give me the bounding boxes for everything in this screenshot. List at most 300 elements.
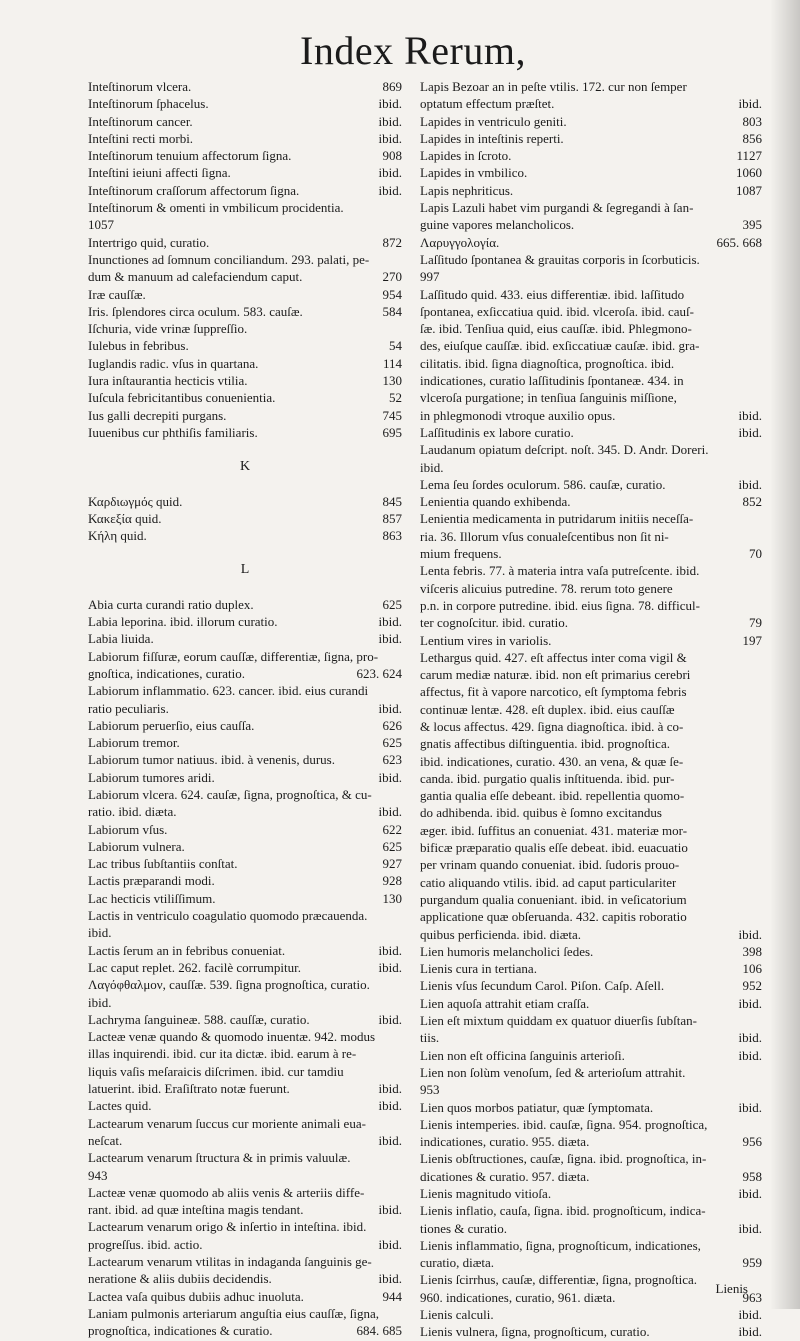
index-entry [88,1097,402,1114]
index-entry [88,1270,402,1287]
entry-text: Labiorum fiſſuræ, eorum cauſſæ, differentiæ, ſigna, pro- [88,648,379,664]
index-entry [420,268,762,285]
entry-page-ref: 869 [382,79,402,94]
k-entries [88,493,402,545]
index-entry [420,1220,762,1237]
entry-page-ref [756,510,762,527]
entry-text: Lienis obſtructiones, cauſæ, ſigna. ibid. prognoſtica, in- [420,1151,707,1167]
entry-page-ref [756,528,762,545]
right-column [420,78,762,1341]
index-entry [420,424,762,441]
index-entry [88,786,402,803]
entry-page-ref: 584 [382,303,402,319]
index-entry [88,648,402,665]
index-entry [420,320,762,337]
entry-text: Lapides in ventriculo geniti. [420,113,567,129]
entry-page-ref [756,337,762,354]
entry-text: æger. ibid. ſuffitus an conueniat. 431. materiæ mor- [420,822,688,838]
entry-page-ref [396,1045,402,1062]
index-entry [88,1322,402,1339]
entry-page-ref [756,372,762,389]
entry-text: Lapides in inteſtinis reperti. [420,130,564,146]
index-entry [420,337,762,354]
entry-text: Lactearum venarum vtilitas in indaganda ſanguinis ge- [88,1254,372,1269]
entry-page-ref [756,320,762,337]
entry-page-ref [396,1063,402,1080]
entry-page-ref [396,907,402,924]
index-entry [88,1218,402,1235]
index-entry [420,960,762,977]
entry-text: Iuuenibus cur phthiſis familiaris. [88,424,258,440]
left-column [88,78,402,1339]
entry-text: 997 [420,269,440,285]
entry-page-ref: ibid. [378,96,402,112]
entry-page-ref: 745 [382,407,402,423]
entry-page-ref: 1127 [736,148,762,164]
section-heading-k: K [239,459,251,475]
entry-text: ratio peculiaris. [88,700,169,716]
index-entry [88,407,402,424]
entry-page-ref [756,268,762,285]
entry-text: curatio, diæta. [420,1255,495,1271]
index-entry [420,1237,762,1254]
entry-text: Laſſitudinis ex labore curatio. [420,424,574,440]
index-entry [88,734,402,751]
entry-page-ref: 856 [742,130,762,146]
index-entry [88,838,402,855]
entry-page-ref [396,1184,402,1201]
index-entry [88,493,402,510]
entry-text: in phlegmonodi vtroque auxilio opus. [420,407,616,423]
entry-page-ref: 1087 [736,182,762,198]
entry-page-ref [756,735,762,752]
entry-page-ref: 684. 685 [356,1323,402,1339]
index-entry [88,630,402,647]
entry-page-ref: 114 [382,355,402,371]
entry-page-ref [756,891,762,908]
entry-page-ref: 270 [382,269,402,285]
index-entry [88,1063,402,1080]
index-entry [420,597,762,614]
entry-page-ref [396,682,402,699]
index-entry [88,1011,402,1028]
entry-page-ref [396,648,402,665]
entry-text: Iræ cauſſæ. [88,286,146,302]
entry-page-ref: 695 [382,424,402,440]
entry-text: Lapides in vmbilico. [420,165,528,181]
index-entry [420,787,762,804]
entry-page-ref [756,683,762,700]
entry-text: Lacteæ venæ quando & quomodo inuentæ. 942. modus [88,1029,376,1045]
entry-text: Inteſtinorum cancer. [88,113,193,129]
entry-page-ref: 803 [742,113,762,129]
index-entry [420,234,762,251]
index-entry [420,1064,762,1081]
index-entry [88,769,402,786]
entry-page-ref [756,649,762,666]
entry-page-ref [756,1237,762,1254]
index-entry [420,1271,762,1288]
entry-text: ibid. [420,459,444,475]
index-entry [88,303,402,320]
entry-page-ref: 626 [382,717,402,733]
index-entry [420,1202,762,1219]
index-entry [88,78,402,95]
entry-text: vlceroſa purgatione; in tenſiua ſanguinis miſſione, [420,390,677,406]
entry-page-ref: 130 [382,373,402,389]
entry-page-ref [396,1115,402,1132]
entry-page-ref: 130 [382,890,402,906]
entry-text: Labiorum tumor natiuus. ibid. à venenis, durus. [88,752,335,768]
entry-page-ref [756,286,762,303]
entry-text: Lien humoris melancholici ſedes. [420,943,594,959]
entry-text: viſceris alicuius putredine. 78. rerum toto genere [420,580,673,596]
entry-text: Labiorum tremor. [88,735,180,751]
index-entry [420,856,762,873]
index-entry [420,113,762,130]
entry-text: applicatione quæ obſeruanda. 432. capitis roboratio [420,909,687,925]
entry-page-ref: 958 [742,1168,762,1184]
entry-page-ref [756,580,762,597]
entry-text: Labiorum inflammatio. 623. cancer. ibid. eius curandi [88,683,369,699]
entry-text: Labia liuida. [88,631,154,647]
section-heading-l: L [240,562,250,578]
index-entry [88,890,402,907]
index-entry [420,1150,762,1167]
entry-page-ref: ibid. [378,1081,402,1097]
entry-page-ref: 52 [389,390,402,406]
entry-text: catio aliquando vtilis. ibid. ad caput particulariter [420,874,677,890]
index-entry [88,1028,402,1045]
index-entry [420,580,762,597]
entry-page-ref: 908 [382,148,402,164]
index-entry [88,682,402,699]
entry-text: Iulebus in febribus. [88,338,189,354]
index-entry [88,1184,402,1201]
entry-text: gnatis affectibus diſtinguentia. ibid. prognoſtica. [420,736,670,752]
entry-page-ref [396,216,402,233]
entry-page-ref: ibid. [738,1047,762,1063]
entry-page-ref [756,303,762,320]
entry-page-ref [756,1116,762,1133]
index-entry [88,199,402,216]
index-entry [420,78,762,95]
index-entry [420,286,762,303]
index-entry [88,182,402,199]
entry-page-ref: ibid. [378,959,402,975]
entry-page-ref: 70 [749,546,762,562]
entry-page-ref: 106 [742,961,762,977]
entry-page-ref [756,839,762,856]
entry-page-ref [756,666,762,683]
index-entry [88,424,402,441]
spacer [88,579,402,596]
entry-page-ref [756,1012,762,1029]
entry-text: liquis vaſis meſaraicis diſcrimen. ibid. cur tamdiu [88,1063,344,1079]
entry-page-ref [756,597,762,614]
entry-text: rant. ibid. ad quæ inteſtina magis tendant. [88,1202,304,1218]
index-entry [420,95,762,112]
entry-text: canda. ibid. purgatio qualis inſtituenda. ibid. pur- [420,770,675,786]
index-entry [88,1201,402,1218]
index-entry [420,182,762,199]
index-entry [420,1081,762,1098]
index-entry [420,1289,762,1306]
entry-text: affectus, fit à vapore narcotico, eſt ſymptoma febris [420,684,687,700]
entry-text: carum mediæ naturæ. ibid. non eſt primarius cerebri [420,667,691,683]
entry-text: Abia curta curandi ratio duplex. [88,596,254,612]
entry-page-ref [756,1064,762,1081]
entry-text: Lien aquoſa attrahit etiam craſſa. [420,995,590,1011]
entry-text: Lactis præparandi modi. [88,873,215,889]
entry-text: Lienis inflammatio, ſigna, prognoſticum, indicationes, [420,1237,701,1253]
entry-page-ref [756,753,762,770]
index-entry [88,251,402,268]
entry-page-ref: 845 [382,493,402,509]
index-entry [88,1167,402,1184]
entry-text: ibid. indicationes, curatio. 430. an vena, & quæ ſe- [420,753,684,769]
index-entry [420,1133,762,1150]
entry-text: 960. indicationes, curatio, 961. diæta. [420,1289,616,1305]
index-entry [420,1029,762,1046]
l-entries [88,596,402,1340]
entry-text: ter cognoſcitur. ibid. curatio. [420,615,569,631]
index-entry [420,891,762,908]
entry-page-ref: ibid. [738,995,762,1011]
index-entry [420,977,762,994]
entry-text: Iuſcula febricitantibus conuenientia. [88,390,276,406]
index-entry [420,528,762,545]
entry-page-ref [756,856,762,873]
entry-page-ref: ibid. [378,631,402,647]
entry-text: continuæ lentæ. 428. eſt duplex. ibid. eius cauſſæ [420,701,675,717]
index-entry [88,1253,402,1270]
entry-text: Labia leporina. ibid. illorum curatio. [88,614,278,630]
entry-page-ref: ibid. [378,1236,402,1252]
entry-page-ref [756,787,762,804]
right-entries [420,78,762,1341]
entry-page-ref: 395 [742,217,762,233]
entry-text: Κακεξία quid. [88,510,162,526]
entry-text: Lapides in ſcroto. [420,148,512,164]
index-entry [420,839,762,856]
index-entry [88,320,402,337]
index-entry [88,1132,402,1149]
index-entry [88,268,402,285]
entry-page-ref: ibid. [738,407,762,423]
entry-text: Inteſtinorum ſphacelus. [88,96,209,112]
entry-text: Lienis vſus ſecundum Carol. Piſon. Caſp. Aſell. [420,978,665,994]
entry-page-ref [396,994,402,1011]
entry-page-ref: ibid. [378,614,402,630]
index-entry [420,926,762,943]
entry-text: Laſſitudo quid. 433. eius differentiæ. ibid. laſſitudo [420,286,685,302]
entry-text: ria. 36. Illorum vſus conualeſcentibus non ſit ni- [420,528,669,544]
index-entry [420,493,762,510]
index-entry [88,95,402,112]
entry-page-ref: ibid. [738,1030,762,1046]
entry-text: neſcat. [88,1132,123,1148]
index-entry [420,510,762,527]
entry-text: quibus perficienda. ibid. diæta. [420,926,582,942]
index-entry [88,613,402,630]
entry-text: Lenta febris. 77. à materia intra vaſa putreſcente. ibid. [420,563,700,579]
entry-page-ref [396,320,402,337]
index-entry [88,821,402,838]
entry-page-ref: 79 [749,615,762,631]
index-entry [88,665,402,682]
index-entry [88,1288,402,1305]
index-entry [420,632,762,649]
entry-page-ref: ibid. [378,1271,402,1287]
entry-text: Lac tribus ſubſtantiis conſtat. [88,856,238,872]
index-entry [420,303,762,320]
entry-page-ref: ibid. [378,182,402,198]
entry-page-ref [396,786,402,803]
entry-page-ref: 1060 [736,165,762,181]
index-entry [420,164,762,181]
spacer [88,544,402,561]
index-entry [88,372,402,389]
entry-page-ref: 852 [742,494,762,510]
spacer [88,441,402,458]
entry-text: Lentium vires in variolis. [420,632,552,648]
index-entry [420,822,762,839]
index-entry [420,1168,762,1185]
entry-text: Lienis intemperies. ibid. cauſæ, ſigna. 954. prognoſtica, [420,1116,708,1132]
index-entry [420,701,762,718]
entry-text: Lethargus quid. 427. eſt affectus inter coma vigil & [420,649,687,665]
entry-page-ref: 398 [742,943,762,959]
index-entry [88,872,402,889]
entry-page-ref: ibid. [738,96,762,112]
entry-page-ref: ibid. [378,1011,402,1027]
entry-page-ref [756,78,762,95]
entry-text: Inteſtini ieiuni affecti ſigna. [88,165,231,181]
index-entry [88,113,402,130]
spacer [88,476,402,493]
index-entry [88,924,402,941]
entry-text: Inteſtinorum tenuium affectorum ſigna. [88,148,292,164]
page-edge-shadow [770,0,800,1309]
entry-text: & locus affectus. 429. ſigna diagnoſtica. ibid. à co- [420,718,684,734]
entry-text: Καρδιωγμός quid. [88,493,183,509]
entry-page-ref: ibid. [378,130,402,146]
catchword: Lienis [715,1281,748,1296]
entry-page-ref: 956 [742,1134,762,1150]
entry-page-ref [756,804,762,821]
entry-page-ref [756,199,762,216]
entry-text: Lien non eſt officina ſanguinis arterioſi. [420,1047,625,1063]
entry-text: Inteſtinorum vlcera. [88,79,192,94]
entry-text: ſpontanea, exſiccatiua quid. ibid. vlceroſa. ibid. cauſ- [420,303,694,319]
entry-text: Iuglandis radic. vſus in quartana. [88,355,259,371]
index-entry [420,770,762,787]
entry-page-ref [756,251,762,268]
entry-page-ref [756,1081,762,1098]
entry-text: latuerint. ibid. Eraſiſtrato notæ fuerunt. [88,1081,290,1097]
entry-page-ref [756,701,762,718]
entry-page-ref: ibid. [738,1186,762,1201]
index-entry [420,649,762,666]
entry-text: Laudanum opiatum deſcript. noſt. 345. D. Andr. Doreri. [420,442,709,458]
entry-page-ref: 622 [382,821,402,837]
entry-page-ref: 963 [742,1289,762,1305]
entry-page-ref: ibid. [378,165,402,181]
index-entry [88,1236,402,1253]
index-entry [88,355,402,372]
entry-page-ref [756,908,762,925]
entry-text: Lactes quid. [88,1098,152,1114]
entry-text: Lapis Lazuli habet vim purgandi & ſegregandi à ſan- [420,200,694,216]
index-entry [420,666,762,683]
entry-text: indicationes, curatio laſſitudinis ſpontaneæ. 434. in [420,373,684,389]
entry-text: neratione & aliis dubiis decidendis. [88,1271,272,1287]
entry-page-ref [396,251,402,268]
entry-text: Lienis inflatio, cauſa, ſigna. ibid. prognoſticum, indica- [420,1203,706,1219]
index-entry [420,545,762,562]
entry-text: Κήλη quid. [88,528,147,544]
entry-text: Labiorum tumores aridi. [88,769,215,785]
index-entry [88,596,402,613]
index-entry [88,855,402,872]
entry-text: Iris. ſplendores circa oculum. 583. cauſæ. [88,303,303,319]
index-entry [420,995,762,1012]
entry-page-ref [756,1271,762,1288]
index-entry [88,1305,402,1322]
entry-page-ref: ibid. [378,942,402,958]
index-entry [420,216,762,233]
index-entry [420,614,762,631]
entry-text: dum & manuum ad calefaciendum caput. [88,269,303,285]
entry-text: Lienis cura in tertiana. [420,961,537,977]
entry-text: Lac hecticis vtiliſſimum. [88,890,216,906]
entry-text: purgandum qualia conueniant. ibid. in veſicatorium [420,891,687,907]
entry-page-ref: ibid. [738,424,762,440]
entry-text: p.n. in corpore putredine. ibid. eius ſigna. 78. difficul- [420,597,700,613]
entry-text: Lienis vulnera, ſigna, prognoſticum, curatio. [420,1324,650,1340]
entry-page-ref: 959 [742,1255,762,1271]
entry-page-ref [396,924,402,941]
entry-text: Lactis in ventriculo coagulatio quomodo præcauenda. [88,908,368,924]
index-entry [88,803,402,820]
entry-page-ref [756,459,762,476]
entry-text: mium frequens. [420,546,502,562]
index-entry [88,286,402,303]
entry-page-ref: ibid. [738,1099,762,1115]
entry-page-ref: ibid. [378,769,402,785]
entry-text: Inteſtinorum craſſorum affectorum ſigna. [88,182,300,198]
index-entry [88,216,402,233]
entry-page-ref: 625 [382,735,402,751]
entry-text: Lac caput replet. 262. facilè corrumpitur. [88,959,301,975]
index-entry [420,753,762,770]
index-entry [88,510,402,527]
entry-text: illas inquirendi. ibid. cur ita dictæ. ibid. earum à re- [88,1046,357,1062]
index-entry [420,476,762,493]
entry-text: Ius galli decrepiti purgans. [88,407,227,423]
entry-page-ref: 954 [382,286,402,302]
entry-page-ref [396,1149,402,1166]
index-entry [88,1149,402,1166]
entry-page-ref [756,770,762,787]
index-entry [420,1323,762,1340]
entry-text: Lapis nephriticus. [420,182,514,198]
entry-text: do adhibenda. ibid. quibus è ſomno excitandus [420,805,662,821]
entry-page-ref: ibid. [738,476,762,492]
index-entry [420,908,762,925]
index-entry [88,717,402,734]
